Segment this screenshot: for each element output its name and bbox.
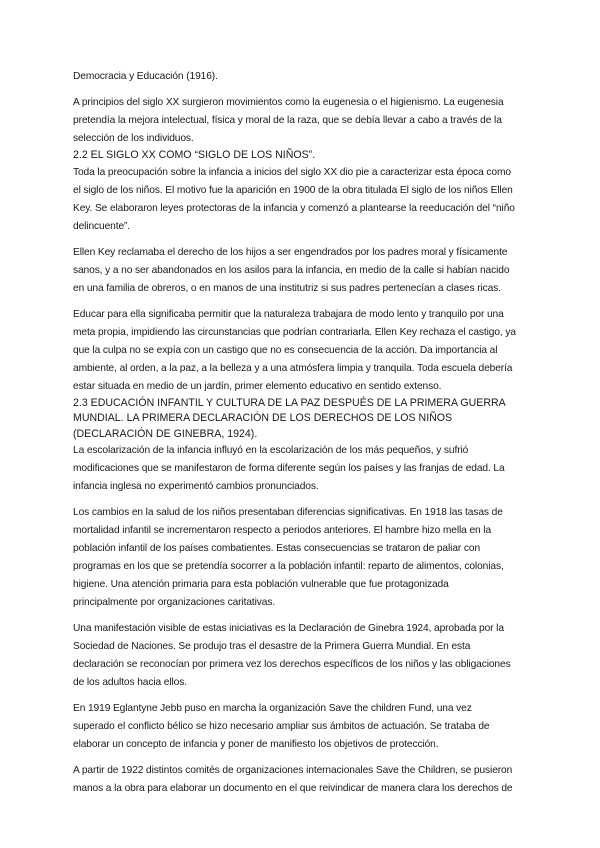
paragraph-save-the-children: En 1919 Eglantyne Jebb puso en marcha la organización Save the children Fund, una vez superado el conflicto bélico se hizo necesario ampliar sus ámbitos de actuación. Se trataba de elaborar un concepto de infancia y poner de manifiesto los objetivos de protección. [73, 703, 490, 750]
paragraph-1922-committees: A partir de 1922 distintos comités de organizaciones internacionales Save the Children, se pusieron manos a la obra para elaborar un documento en el que reivindicar de manera clara los derechos de [73, 765, 513, 794]
paragraph-ellen-key-rights: Ellen Key reclamaba el derecho de los hijos a ser engendrados por los padres moral y físicamente sanos, y a no ser abandonados en los asilos para la infancia, en medio de la calle si habían nacido en una familia de obreros, o en manos de una institutriz si sus padres pertenecían a clases ricas. [73, 246, 510, 294]
paragraph-geneva-declaration: Una manifestación visible de estas iniciativas es la Declaración de Ginebra 1924, aprobada por la Sociedad de Naciones. Se produjo tras el desastre de la Primera Guerra Mundial. En esta declaración se reconocían por primera vez los derechos específicos de los niños y las obligaciones de los adultos hacia ellos. [73, 623, 511, 688]
paragraph-schooling: La escolarización de la infancia influyó en la escolarización de los más pequeños, y sufrió modificaciones que se manifestaron de forma diferente según los países y las franjas de edad. La infancia inglesa no experimentó cambios pronunciados. [73, 445, 505, 492]
paragraph-eugenics: A principios del siglo XX surgieron movimientos como la eugenesia o el higienismo. La eugenesia pretendía la mejora intelectual, física y moral de la raza, que se debía llevar a cabo a través de la selección de los individuos. [73, 97, 504, 144]
section-heading-2-2: 2.2 EL SIGLO XX COMO “SIGLO DE LOS NIÑOS”. [73, 149, 316, 161]
paragraph-health-changes: Los cambios en la salud de los niños presentaban diferencias significativas. En 1918 las tasas de mortalidad infantil se incrementaron respecto a periodos anteriores. El hambre hizo mella en la población infantil de los países combatientes. Estas consecuencias se trataron de paliar con programas en los que se pretendía socorrer a la población infantil: reparto de alimentos, colonias, higiene. Una atención primaria para esta población vulnerable que fue protagonizada principalmente por organizaciones caritativas. [73, 507, 504, 608]
section-heading-2-3: 2.3 EDUCACIÓN INFANTIL Y CULTURA DE LA PAZ DESPUÉS DE LA PRIMERA GUERRA MUNDIAL. LA PRIMERA DECLARACIÓN DE LOS DERECHOS DE LOS NIÑOS (DECLARACIÓN DE GINEBRA, 1924). [73, 396, 506, 440]
paragraph-citation: Democracia y Educación (1916). [73, 71, 218, 82]
paragraph-ellen-key-education: Educar para ella significaba permitir que la naturaleza trabajara de modo lento y tranquilo por una meta propia, impidiendo las circunstancias que podrían contrariarla. Ellen Key rechaza el castigo, ya que la culpa no se expía con un castigo que no es consecuencia de la acción. Da importancia al ambiente, al orden, a la paz, a la belleza y a una atmósfera limpia y tranquila. Toda escuela debería estar situada en medio de un jardín, primer elemento educativo en sentido extenso. [73, 308, 516, 392]
paragraph-century-of-children: Toda la preocupación sobre la infancia a inicios del siglo XX dio pie a caracterizar esta época como el siglo de los niños. El motivo fue la aparición en 1900 de la obra titulada El siglo de los niños Ellen Key. Se elaboraron leyes protectoras de la infancia y comenzó a plantearse la reeducación del “niño delincuente”. [73, 166, 515, 232]
